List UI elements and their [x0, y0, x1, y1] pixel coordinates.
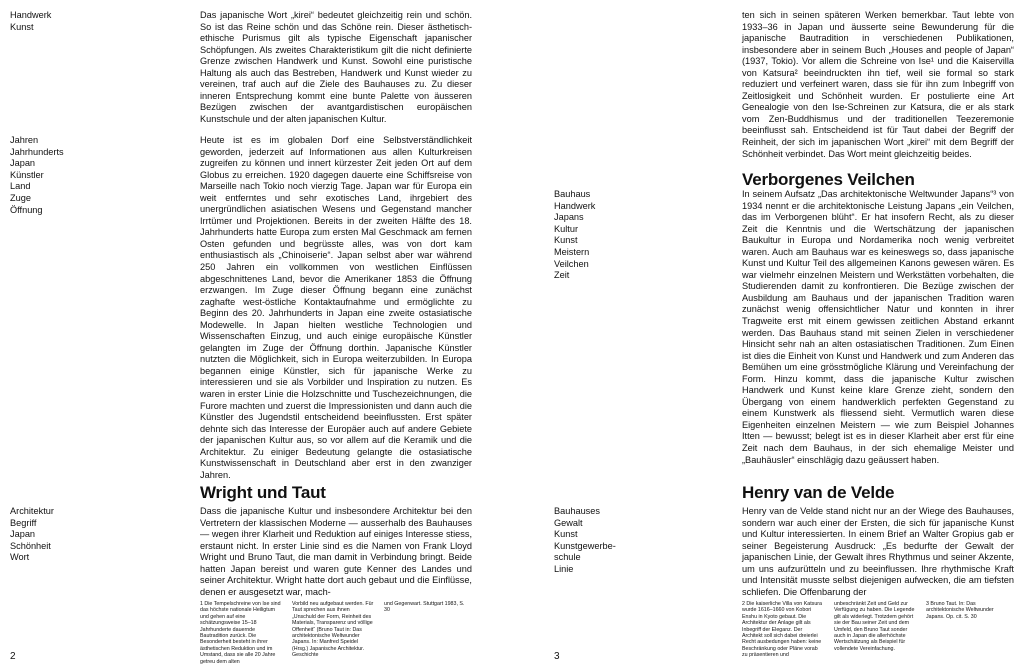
keyword: Öffnung — [10, 204, 43, 215]
keyword: Veilchen — [554, 258, 589, 269]
page-number: 2 — [10, 651, 16, 662]
margin-keywords-handwerk — [10, 10, 120, 33]
footnote-2-continued: unbeschränkt Zeit und Geld zur Verfügung zu haben. Die Legende gilt als widerlegt. Trotzdem gehört sie der Bau seiner Zeit und dem Umfeld, den Bruno Taut sonder auch in Japan die allerhöchste Wertschätzung als Beispiel für vollendete Vereinfachung. — [834, 601, 915, 652]
keyword: Japan — [10, 158, 36, 169]
keyword: Begriff — [10, 517, 37, 528]
keyword: Bauhaus — [554, 189, 591, 199]
keyword: Kunst — [554, 235, 578, 246]
keyword: Kunstgewerbe- — [554, 540, 616, 551]
margin-keywords-jahren — [10, 135, 120, 216]
keyword: Jahrhunderts — [10, 146, 64, 157]
paragraph-veilchen: In seinem Aufsatz „Das architektonische Weltwunder Japans“³ von 1934 nennt er die architektonische Leistung Japans „ein Veilchen, das im Verborgenen blüht“. Er hat insofern Recht, als zu dieser Zeit die Kenntnis und die Wertschätzung der japanischen Baukultur in Europa und Nordamerika noch wenig verbreitet waren. Auch am Bauhaus war es keineswegs so, dass japanische Kunst und Kultur Teil des allgemeinen Kanons gewesen wären. Es war vielmehr einzelnen Meistern und Werkstätten vorbehalten, die Studierenden damit zu konfrontieren. Die Bezüge zwischen der Ausbildung am Bauhaus und der japanischen Tradition waren zunächst wenig offensichtlicher Natur und konnten in ihrer Tragweite erst mit einem gewissen zeitlichen Abstand erkannt werden. Das Bauhaus stand mit seinen Zielen in verschiedener Hinsicht sehr nah an alten ostasiatischen Traditionen. Zum Einen ist dies die Einheit von Kunst und Handwerk und zum Anderen das Bemühen um eine grösstmögliche Klärung und Vereinfachung der Form. Hinzu kommt, dass die japanische Kultur zwischen Handwerk und Kunst keine klare Grenze zieht, sondern den Übergang von einem handwerklich perfekten Gegenstand zu einem Kunstwerk als fliessend sieht. Vermutlich waren diese Eigenheiten einzelnen Meistern — wie zum Beispiel Johannes Itten — bewusst; belegt ist es in dieser Klarheit aber erst für eine Zeit nach dem Bauhaus, in der sich ehemalige Meister und „Bauhäusler“ einschlägig dazu geäussert haben. — [742, 189, 1014, 465]
footnote-2: 2 Die kaiserliche Villa von Katsura wurde 1616–1660 von Kobori Enshu in Kyoto gebaut. Die Architektur der Anlage gilt als Inbegriff der Eleganz. Der Architekt soll sich dabei dreierlei Recht ausbedungen haben: keine Beschränkung oder Pläne vorab zu präsentieren und — [742, 601, 822, 659]
page-number: 3 — [554, 651, 560, 662]
paragraph-wright-taut: Dass die japanische Kultur und insbesondere Architektur bei den Vertretern der klassischen Moderne — ausserhalb des Bauhauses — wegen ihrer Klarheit und Reduktion auf einiges Interesse stiess, erstaunt nicht. In erster Linie sind es die Namen von Frank Lloyd Wright und Bruno Taut, die man damit in Verbindung bringt. Beide hatten Japan bereist und waren gute Kenner des Landes und seiner Architektur. Wright hatte dort auch gebaut und die Einflüsse, denen er ausgesetzt war, mach- — [200, 506, 472, 597]
keyword: Handwerk — [554, 200, 596, 211]
right-page — [512, 0, 1024, 670]
keyword: schule — [554, 552, 581, 563]
keyword: Jahren — [10, 135, 39, 145]
keyword: Land — [10, 181, 31, 192]
keyword: Architektur — [10, 506, 54, 516]
footnote-1-end: und Gegenwart. Stuttgart 1983, S. 30 — [384, 601, 465, 614]
footnote-3: 3 Bruno Taut. In: Das architektonische Weltwunder Japans. Op. cit. S. 30 — [926, 601, 994, 620]
keyword: Schönheit — [10, 540, 51, 551]
keyword: Kunst — [554, 529, 578, 540]
keyword: Zuge — [10, 192, 31, 203]
keyword: Japans — [554, 212, 584, 223]
heading-verborgenes-veilchen: Verborgenes Veilchen — [742, 170, 915, 189]
margin-keywords-bauhauses — [554, 506, 664, 576]
paragraph-van-de-velde: Henry van de Velde stand nicht nur an der Wiege des Bauhauses, sondern war auch einer der Ersten, die sich für japanische Kunst und Kultur interessierten. In einem Brief an Walter Gropius gab er seiner Begeisterung Ausdruck: „Es bedurfte der Gewalt der japanischen Linie, der Gewalt ihres Rhythmus und seiner Akzente, um uns aufzurütteln und zu beeinflussen. Ihre rhythmische Kraft und Intensität musste selbst diejenigen aufwecken, die am tiefsten schliefen. Die Offenbarung der — [742, 506, 1014, 597]
footnote-1: 1 Die Tempelschreine von Ise sind das höchste nationale Heiligtum und gehen auf eine schätzungsweise 15–18 Jahrhunderte dauernde Bautradition zurück. Die Besonderheit besteht in ihrer ästhetischen Reduktion und im Umstand, dass sie alle 20 Jahre getreu dem alten — [200, 601, 281, 665]
keyword: Bauhauses — [554, 506, 600, 516]
footnote-1-continued: Vorbild neu aufgebaut werden. Für Taut sprechen aus ihnen „Unschuld der Form, Reinheit des Materials, Transparenz und völlige Offenheit“ (Bruno Taut in: Das architektonische Weltwunder Japans. In: Manfred Speidel (Hrsg.) Japanische Architektur. Geschichte — [292, 601, 374, 659]
keyword: Handwerk — [10, 10, 52, 20]
keyword: Gewalt — [554, 517, 583, 528]
paragraph-taut-continued: ten sich in seinen späteren Werken bemerkbar. Taut lebte von 1933–36 in Japan und äusserte seine Bewunderung für die japanische Bautradition in verschiedenen Publikationen, insbesondere aber in seinem Buch „Houses and people of Japan“ (1937, Tokio). Vor allem die Schreine von Ise¹ und die Kaiservilla von Katsura² beeindruckten ihn tief, weil sie formal so stark reduziert und verfeinert waren, dass sie für ihn zum Inbegriff von Zeitlosigkeit und Schönheit wurden. Er postulierte eine Art Genealogie von den Ise-Schreinen zur Katsura, die er als stark vom Zen-Buddhismus und der traditionellen Teezeremonie beeinflusst sah. Entscheidend ist für Taut dabei der Begriff der Reinheit, der sich im japanischen Wort „kirei“ mit dem Begriff der Schönheit verbindet. Das Wort meint gleichzeitig beides. — [742, 10, 1014, 159]
margin-keywords-bauhaus — [554, 189, 664, 282]
paragraph-intro: Das japanische Wort „kirei“ bedeutet gleichzeitig rein und schön. So ist das Reine schön und das Schöne rein. Dieser ästhetisch-ethische Purismus gilt als typische Eigenschaft japanischer Schöpfungen. Als zweites Charakteristikum gilt die nicht definierte Grenze zwischen Handwerk und Kunst. Sowohl eine puristische Haltung als auch das Bestreben, Handwerk und Kunst wieder zu vereinen, traf auch auf die Ziele des Bauhauses zu. Zu dieser inneren Entsprechung kommt eine bunte Palette von äusseren Bezügen zwischen der avantgardistischen europäischen Kunstschule und der alten japanischen Kultur. — [200, 10, 472, 124]
keyword: Meistern — [554, 246, 590, 257]
keyword: Linie — [554, 563, 574, 574]
keyword: Kunst — [10, 21, 34, 32]
paragraph-global-village: Heute ist es im globalen Dorf eine Selbstverständlichkeit geworden, jederzeit auf Informationen aus allen Kulturkreisen zugreifen zu können und innert kürzester Zeit jeden Ort auf dem Globus zu erreichen. 1920 dagegen dauerte eine Schiffsreise von Marseille nach Tokio noch vierzig Tage. Japan war für Europa ein weit entferntes und sehr exotisches Land, ihrgebiert des unergründlichen asiatischen Wesens und Gegenstand mancher Irrtümer und Projektionen. Bereits in der zweiten Hälfte des 18. Jahrhunderts hatte Europa zum ersten Mal Geschmack am fernen Osten gefunden und begrüsste alles, was von dort kam enthusiastisch als „Chinoiserie“. Japan selbst aber war während 250 Jahren ein vollkommen von westlichen Einflüssen abgeschnittenes Land, bevor die Amerikaner 1853 die Öffnung erzwangen. Im Zuge dieser Öffnung begann eine zunächst zaghafte west-östliche Kontaktaufnahme und ermöglichte zu Beginn des 20. Jahrhunderts in Japan eine zweite ostasiatische Modewelle. In Japan hielten westliche Technologien und Wissenschaften Einzug, und auch einige europäische Künstler gelangten im Zuge der Öffnung dorthin. Japanische Künstler nutzten die Möglichkeit, sich in Europa weiterzubilden. In Europa begannen einige Künstler, sich für japanische Werke zu interessieren und sie als Vorbilder und Inspiration zu nutzen. Es waren in erster Linie die Holzschnitte und Tuschezeichnungen, die Furore machten und zuerst die Impressionisten und dann auch die Künstler des Jugendstil entscheidend beeinflussten. Erst später dehnte sich das Interesse der Europäer auch auf andere Gebiete der japanischen Kultur aus, so vor allem auf die Keramik und die Architektur. Zu einiger Bedeutung gelangte die ostasiatische Kunstwissenschaft in Deutschland aber erst in den zwanziger Jahren. — [200, 135, 472, 480]
keyword: Künstler — [10, 169, 44, 180]
keyword: Wort — [10, 552, 30, 563]
margin-keywords-architektur — [10, 506, 120, 564]
keyword: Zeit — [554, 270, 570, 281]
heading-henry-van-de-velde: Henry van de Velde — [742, 483, 895, 502]
heading-wright-und-taut: Wright und Taut — [200, 483, 326, 502]
keyword: Japan — [10, 529, 36, 540]
keyword: Kultur — [554, 223, 579, 234]
